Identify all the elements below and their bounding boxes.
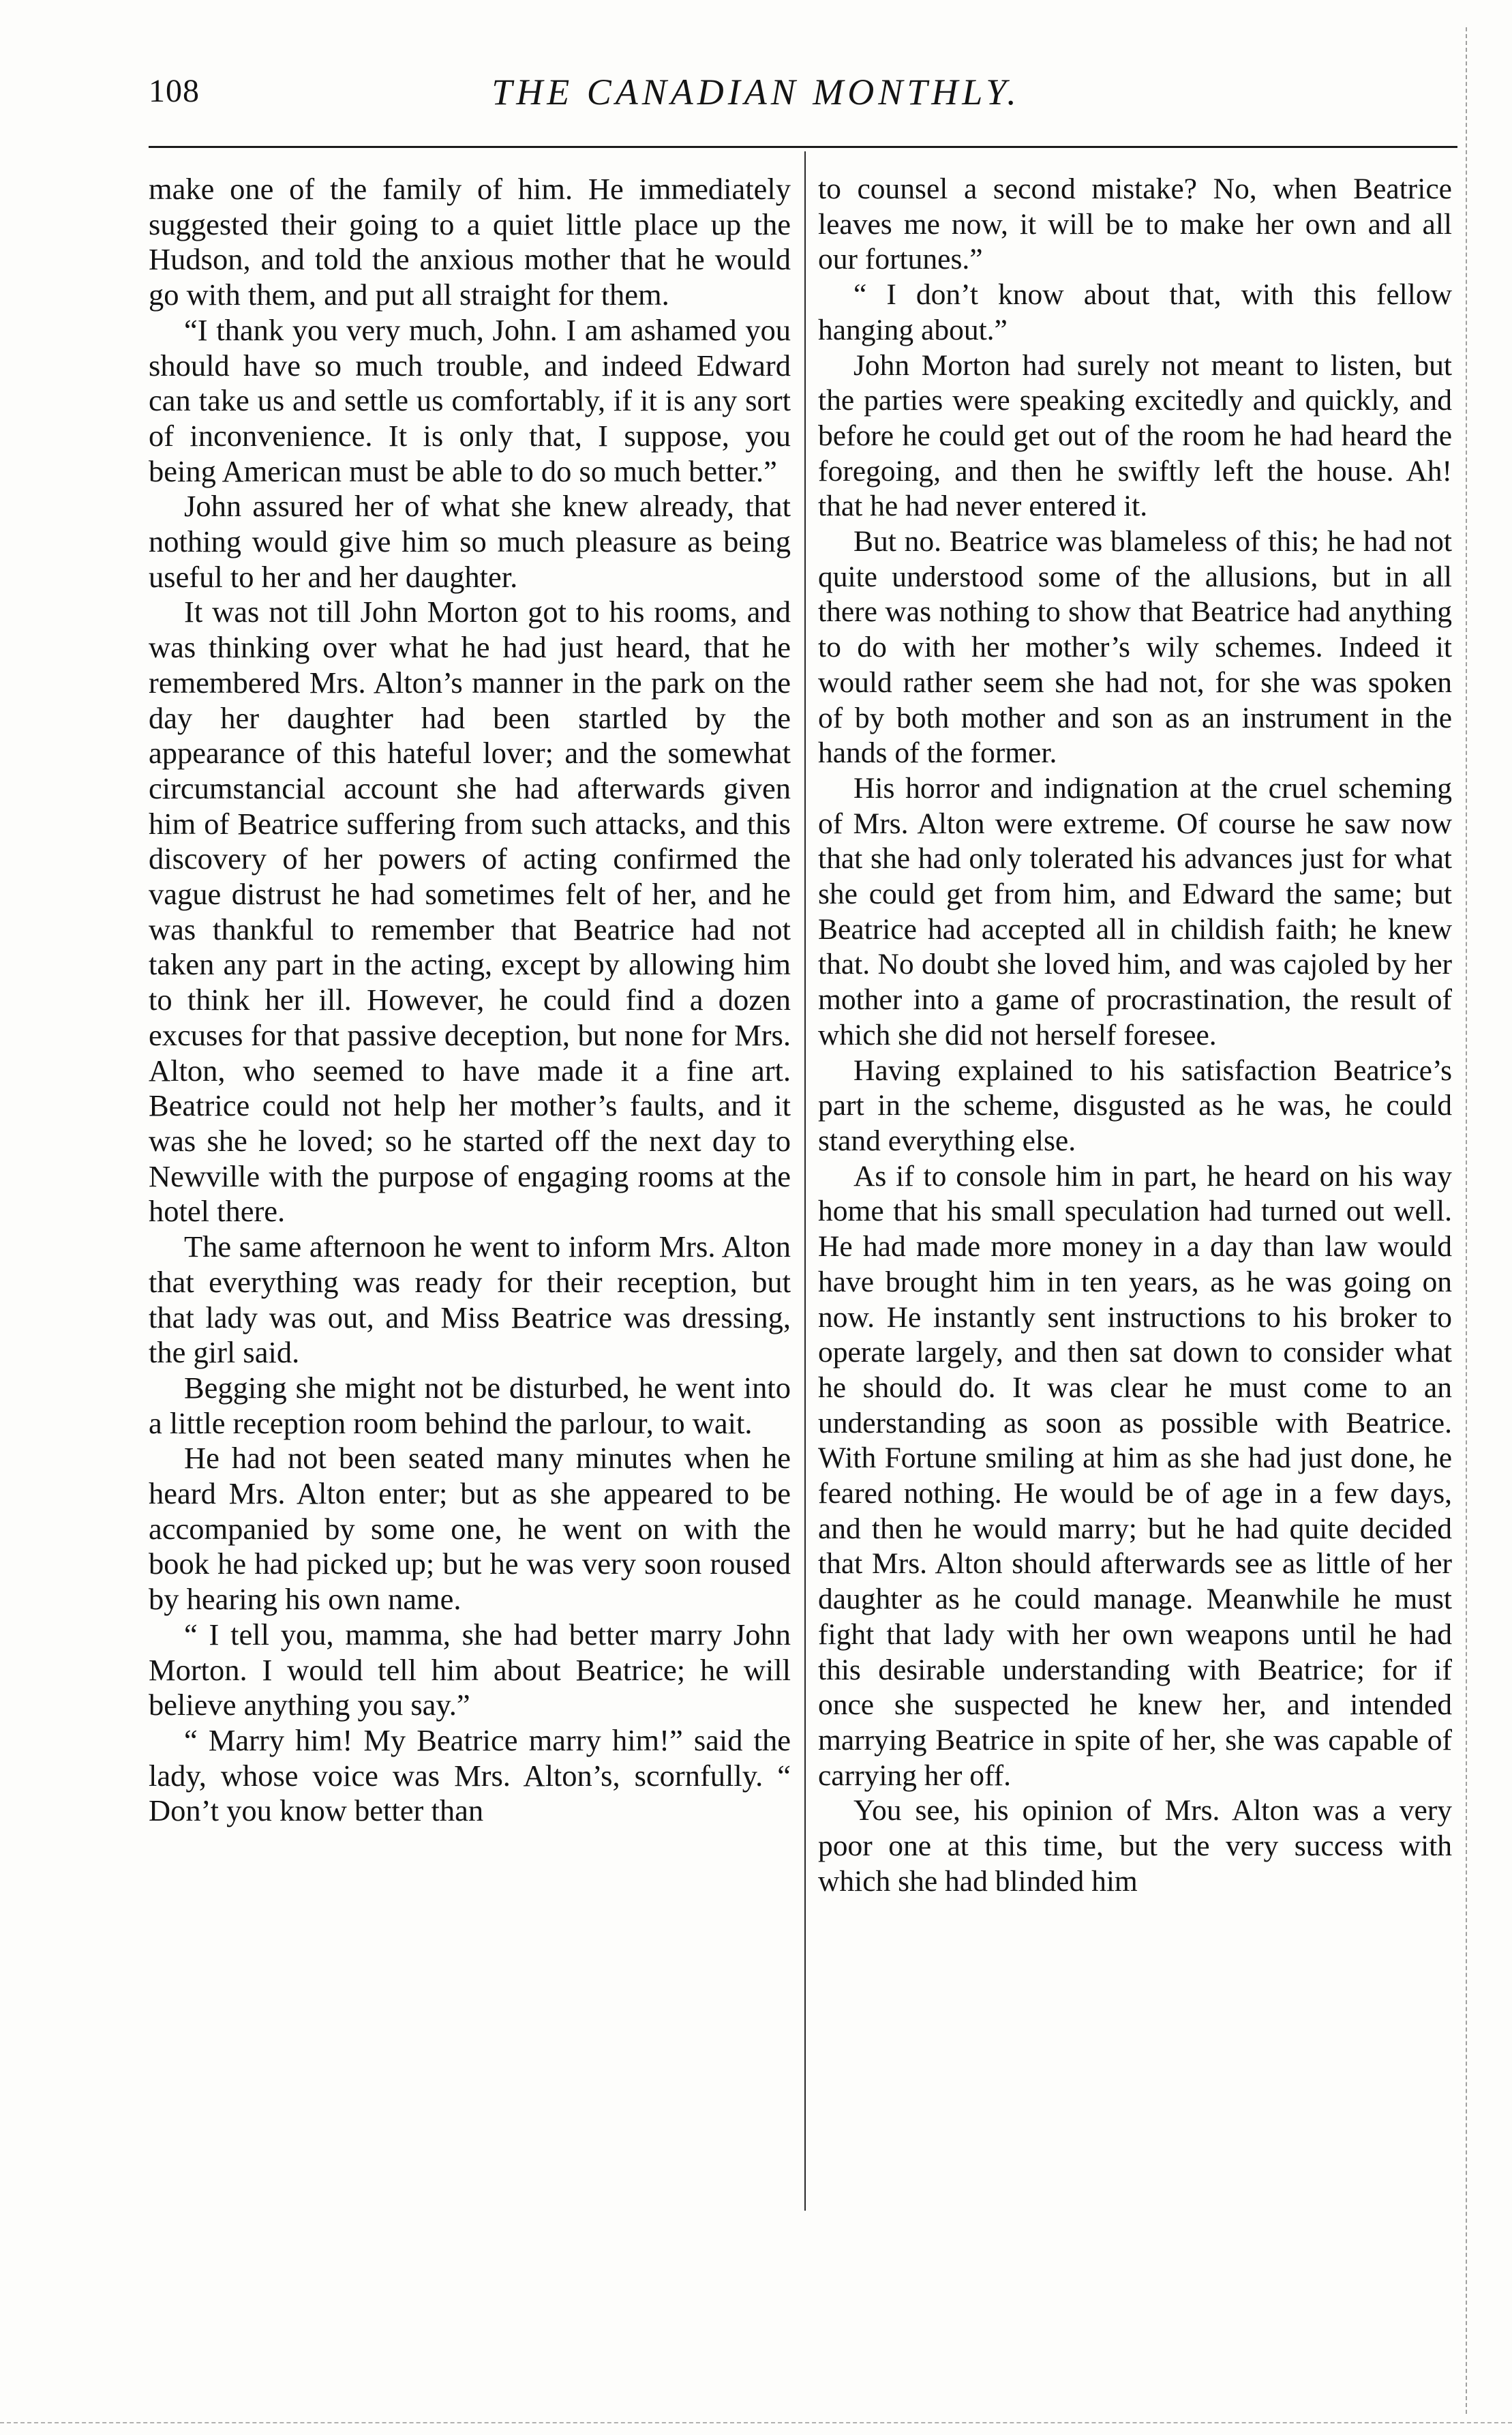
column-divider	[804, 151, 806, 2211]
right-column	[818, 172, 1452, 2217]
paragraph: to counsel a second mistake? No, when Beatrice leaves me now, it will be to make her own and all our fortunes.”	[818, 173, 1452, 276]
paragraph: Having explained to his satisfaction Beatrice’s part in the scheme, disgusted as he was, he could stand everything else.	[818, 1054, 1452, 1157]
paragraph: But no. Beatrice was blameless of this; he had not quite understood some of the allusions, but in all there was nothing to show that Beatrice had anything to do with her mother’s wily schemes. Indeed it would rather seem she had not, for she was spoken of by both mother and son as an instrument in the hands of the former.	[818, 525, 1452, 770]
paragraph: His horror and indignation at the cruel scheming of Mrs. Alton were extreme. Of course he saw now that she had only tolerated his advances just for what she could get from him, and Edward the same; but Beatrice had accepted all in childish faith; he knew that. No doubt she loved him, and was cajoled by her mother into a game of procrastination, the result of which she did not herself foresee.	[818, 771, 1452, 1051]
paragraph: John assured her of what she knew already, that nothing would give him so much pleasure as being useful to her and her daughter.	[149, 489, 791, 594]
running-title: THE CANADIAN MONTHLY.	[492, 72, 1020, 113]
paragraph: As if to console him in part, he heard on his way home that his small speculation had turned out well. He had made more money in a day than law would have brought him in ten years, as he was going on now. He instantly sent instructions to his broker to operate largely, and then sat down to consider what he should do. It was clear he must come to an understanding as soon as possible with Beatrice. With Fortune smiling at him as she had just done, he feared nothing. He would be of age in a few days, and then he would marry; but he had quite decided that Mrs. Alton should afterwards see as little of her daughter as he could manage. Meanwhile he must fight that lady with her own weapons until he had this desirable understanding with Beatrice; for if once she suspected he knew her, and intended marrying Beatrice in spite of her, she was capable of carrying her off.	[818, 1159, 1452, 1792]
paragraph: “ Marry him! My Beatrice marry him!” said the lady, whose voice was Mrs. Alton’s, scornfully. “ Don’t you know better than	[149, 1722, 791, 1828]
paragraph: John Morton had surely not meant to listen, but the parties were speaking excitedly and quickly, and before he could get out of the room he had heard the foregoing, and then he swiftly left the house. Ah! that he had never entered it.	[818, 348, 1452, 523]
header-rule	[149, 146, 1457, 148]
page-number: 108	[149, 73, 200, 109]
paragraph: The same afternoon he went to inform Mrs. Alton that everything was ready for their reception, but that lady was out, and Miss Beatrice was dressing, the girl said.	[149, 1229, 791, 1370]
paragraph: “ I don’t know about that, with this fellow hanging about.”	[818, 278, 1452, 346]
paragraph: It was not till John Morton got to his rooms, and was thinking over what he had just heard, that he remembered Mrs. Alton’s manner in the park on the day her daughter had been startled by the appearance of this hateful lover; and the somewhat circumstancial account she had afterwards given him of Beatrice suffering from such attacks, and this discovery of her powers of acting confirmed the vague distrust he had sometimes felt of her, and he was thankful to remember that Beatrice had not taken any part in the acting, except by allowing him to think her ill. However, he could find a dozen excuses for that passive deception, but none for Mrs. Alton, who seemed to have made it a fine art. Beatrice could not help her mother’s faults, and it was she he loved; so he started off the next day to Newville with the purpose of engaging rooms at the hotel there.	[149, 595, 791, 1229]
paragraph: Begging she might not be disturbed, he went into a little reception room behind the parlour, to wait.	[149, 1370, 791, 1440]
paragraph: make one of the family of him. He immediately suggested their going to a quiet little place up the Hudson, and told the anxious mother that he would go with them, and put all straight for them.	[149, 172, 791, 312]
page-edge-line	[1466, 27, 1467, 2414]
paragraph: “I thank you very much, John. I am ashamed you should have so much trouble, and indeed Edward can take us and settle us comfortably, if it is any sort of inconvenience. It is only that, I suppose, you being American must be able to do so much better.”	[149, 312, 791, 488]
left-column	[149, 172, 791, 2217]
paragraph: He had not been seated many minutes when he heard Mrs. Alton enter; but as she appeared to be accompanied by some one, he went on with the book he had picked up; but he was very soon roused by hearing his own name.	[149, 1441, 791, 1617]
bottom-edge-line	[0, 2422, 1512, 2423]
paragraph: You see, his opinion of Mrs. Alton was a very poor one at this time, but the very success with which she had blinded him	[818, 1794, 1452, 1898]
paragraph: “ I tell you, mamma, she had better marry John Morton. I would tell him about Beatrice; he will believe anything you say.”	[149, 1617, 791, 1722]
